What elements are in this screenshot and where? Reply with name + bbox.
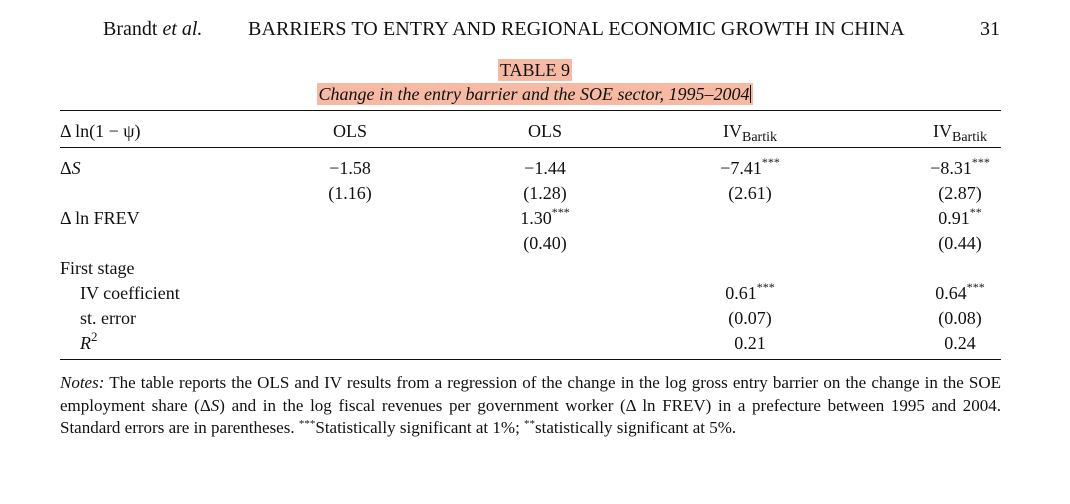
header-col-1: OLS [332, 121, 367, 141]
cell-ds-col1: −1.58 [329, 158, 371, 178]
header-col-4: $IV_{Bartik}$ [933, 121, 987, 145]
cell-ds-se-col2: (1.28) [523, 183, 567, 203]
header-col-2: OLS [527, 121, 562, 141]
cell-ds-se-col4: (2.87) [938, 183, 982, 203]
cell-iv-coef-col4: 0.64*** [935, 280, 985, 303]
table-label [0, 58, 1070, 82]
table-header-rule [60, 147, 1001, 148]
row-label-iv-coefficient: IV coefficient [80, 283, 180, 303]
cell-r2-col4: 0.24 [944, 333, 976, 353]
page-number: 31 [980, 18, 1000, 40]
row-label-delta-s: ΔS [60, 158, 81, 178]
running-header [103, 16, 1000, 42]
cell-ds-col2: −1.44 [524, 158, 566, 178]
cell-frev-col2: 1.30*** [520, 205, 570, 228]
table-top-rule [60, 110, 1001, 111]
cell-ds-se-col1: (1.16) [328, 183, 372, 203]
cell-r2-col3: 0.21 [734, 333, 766, 353]
cell-first-se-col3: (0.07) [728, 308, 772, 328]
table-bottom-rule [60, 359, 1001, 360]
header-col-3: $IV_{Bartik}$ [723, 121, 777, 145]
table-caption-highlight: Change in the entry barrier and the SOE sector, 1995–2004 [317, 83, 754, 105]
cell-frev-se-col4: (0.44) [938, 233, 982, 253]
cell-first-se-col4: (0.08) [938, 308, 982, 328]
row-label-st-error: st. error [80, 308, 136, 328]
row-label-delta-ln-frev: Δ ln FREV [60, 208, 140, 228]
header-stub: Δ ln(1 − ψ) [60, 121, 141, 141]
cell-iv-coef-col3: 0.61*** [725, 280, 775, 303]
table-caption [0, 82, 1070, 106]
notes-lead: Notes: [60, 373, 105, 392]
running-header-author: Brandt et al. [103, 18, 203, 40]
table-notes: Notes: The table reports the OLS and IV results from a regression of the change in the log gross entry barrier on the change in the SOE employment share (ΔS) and in the log fiscal revenues per government worker (Δ ln FREV) in a prefecture between 1995 and 2004. Standard errors are in parentheses. ***Statistically significant at 1%; **statistically significant at 5%. [60, 373, 1002, 437]
text-cursor [750, 85, 751, 103]
running-header-title: BARRIERS TO ENTRY AND REGIONAL ECONOMIC GROWTH IN CHINA [248, 18, 905, 40]
cell-ds-se-col3: (2.61) [728, 183, 772, 203]
cell-ds-col3: −7.41*** [720, 155, 780, 178]
cell-frev-se-col2: (0.40) [523, 233, 567, 253]
row-label-first-stage: First stage [60, 258, 135, 278]
row-label-r-squared: $R^2$ [80, 329, 98, 353]
cell-frev-col4: 0.91** [938, 205, 982, 228]
table-label-highlight: TABLE 9 [499, 60, 571, 80]
cell-ds-col4: −8.31*** [930, 155, 990, 178]
